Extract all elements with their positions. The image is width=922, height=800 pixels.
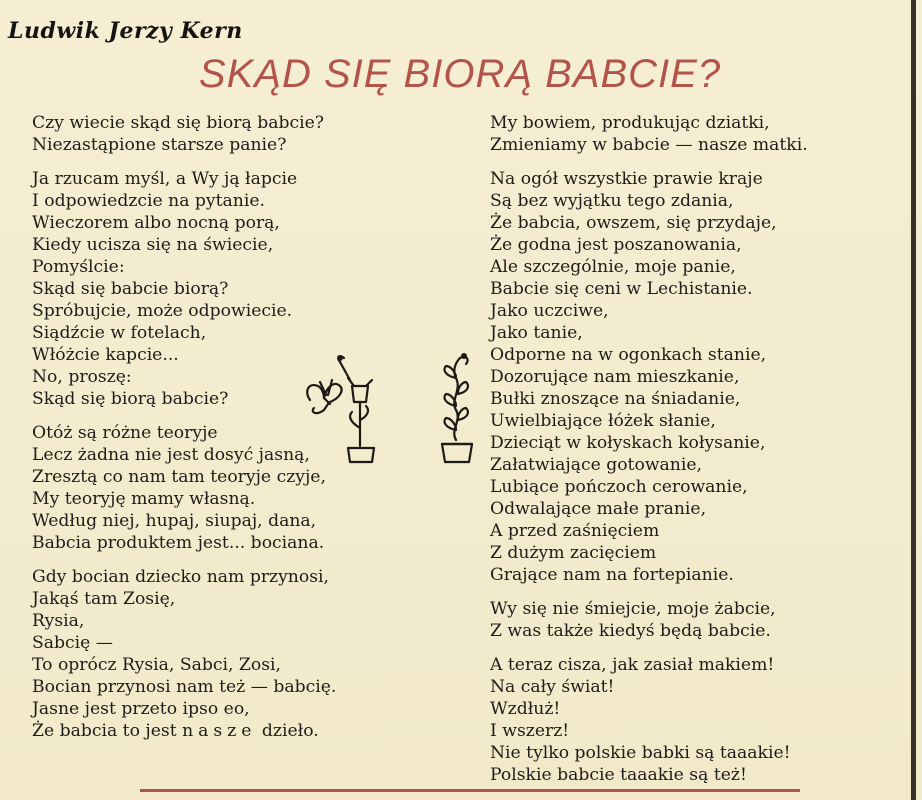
poem-line: Zmieniamy w babcie — nasze matki.: [490, 135, 808, 155]
poem-line-last: [32, 720, 452, 742]
right-column: [490, 112, 910, 798]
poem-line: Wzdłuż!: [490, 699, 561, 719]
poem-line: Niezastąpione starsze panie?: [32, 135, 287, 155]
poem-line: Z was także kiedyś będą babcie.: [490, 621, 771, 641]
poem-line: Siądźcie w fotelach,: [32, 323, 207, 343]
poem-line: Dozorujące nam mieszkanie,: [490, 367, 740, 387]
stanza: [490, 654, 910, 786]
poem-line: A przed zaśnięciem: [490, 521, 660, 541]
poem-line: To oprócz Rysia, Sabci, Zosi,: [32, 655, 281, 675]
poem-line: Polskie babcie taaakie są też!: [490, 765, 747, 785]
poem-line: Są bez wyjątku tego zdania,: [490, 191, 734, 211]
poem-line: Ja rzucam myśl, a Wy ją łapcie: [32, 169, 298, 189]
poem-line: Lubiące pończoch cerowanie,: [490, 477, 748, 497]
poem-line: Otóż są różne teoryje: [32, 423, 218, 443]
stanza: [490, 112, 910, 156]
poem-line: Lecz żadna nie jest dosyć jasną,: [32, 445, 310, 465]
poem-line: Że godna jest poszanowania,: [490, 235, 742, 255]
poem-line: Czy wiecie skąd się biorą babcie?: [32, 113, 324, 133]
poem-line: No, proszę:: [32, 367, 132, 387]
poem-line: Dzieciąt w kołyskach kołysanie,: [490, 433, 766, 453]
poem-line-prefix: Że babcia to jest: [32, 721, 183, 741]
poem-line: Skąd się babcie biorą?: [32, 279, 229, 299]
poem-line-suffix: dzieło.: [256, 721, 319, 741]
poem-line: Jako tanie,: [490, 323, 583, 343]
poem-line: Jakąś tam Zosię,: [32, 589, 176, 609]
poem-line: Wieczorem albo nocną porą,: [32, 213, 280, 233]
poem-line: Gdy bocian dziecko nam przynosi,: [32, 567, 329, 587]
author-name: Ludwik Jerzy Kern: [8, 18, 243, 44]
poem-line: Jako uczciwe,: [490, 301, 609, 321]
stanza: [490, 168, 910, 586]
poem-line: My bowiem, produkując dziatki,: [490, 113, 770, 133]
poem-line: Odporne na w ogonkach stanie,: [490, 345, 767, 365]
poem-line: I wszerz!: [490, 721, 570, 741]
poem-line: Że babcia, owszem, się przydaje,: [490, 213, 777, 233]
poem-line: Sabcię —: [32, 633, 113, 653]
poem-line: Uwielbiające łóżek słanie,: [490, 411, 716, 431]
page-border-rule: [911, 0, 916, 800]
poem-line: A teraz cisza, jak zasiał makiem!: [490, 655, 775, 675]
poem-line: Włóżcie kapcie...: [32, 345, 179, 365]
poem-line: Pomyślcie:: [32, 257, 125, 277]
stanza: [490, 598, 910, 642]
butterfly-and-potted-flower-icon: [300, 350, 390, 470]
poem-line: Odwalające małe pranie,: [490, 499, 707, 519]
poem-line: Zresztą co nam tam teoryje czyje,: [32, 467, 326, 487]
stanza: [32, 566, 452, 742]
poem-line: Babcie się ceni w Lechistanie.: [490, 279, 753, 299]
bottom-rule: [140, 789, 800, 792]
poem-line: Z dużym zacięciem: [490, 543, 657, 563]
poem-line: Na cały świat!: [490, 677, 615, 697]
poem-line: Bułki znoszące na śniadanie,: [490, 389, 741, 409]
stanza: [32, 112, 452, 156]
potted-vine-plant-icon: [420, 350, 490, 470]
poem-line: Spróbujcie, może odpowiecie.: [32, 301, 293, 321]
poem-line: I odpowiedzcie na pytanie.: [32, 191, 265, 211]
poem-line: Załatwiające gotowanie,: [490, 455, 702, 475]
poem-line: Kiedy ucisza się na świecie,: [32, 235, 274, 255]
poem-line: Skąd się biorą babcie?: [32, 389, 229, 409]
poem-line: Jasne jest przeto ipso eo,: [32, 699, 250, 719]
poem-line: Bocian przynosi nam też — babcię.: [32, 677, 337, 697]
poem-title: SKĄD SIĘ BIORĄ BABCIE?: [198, 52, 722, 96]
poem-line: Grające nam na fortepianie.: [490, 565, 734, 585]
emphasized-word: nasze: [182, 721, 257, 741]
poem-line: Ale szczególnie, moje panie,: [490, 257, 736, 277]
poem-line: Według niej, hupaj, siupaj, dana,: [32, 511, 317, 531]
poem-line: Na ogół wszystkie prawie kraje: [490, 169, 763, 189]
poem-line: Wy się nie śmiejcie, moje żabcie,: [490, 599, 776, 619]
poem-line: Nie tylko polskie babki są taaakie!: [490, 743, 791, 763]
poem-line: My teoryję mamy własną.: [32, 489, 256, 509]
poem-line: Rysia,: [32, 611, 85, 631]
poem-line: Babcia produktem jest... bociana.: [32, 533, 325, 553]
